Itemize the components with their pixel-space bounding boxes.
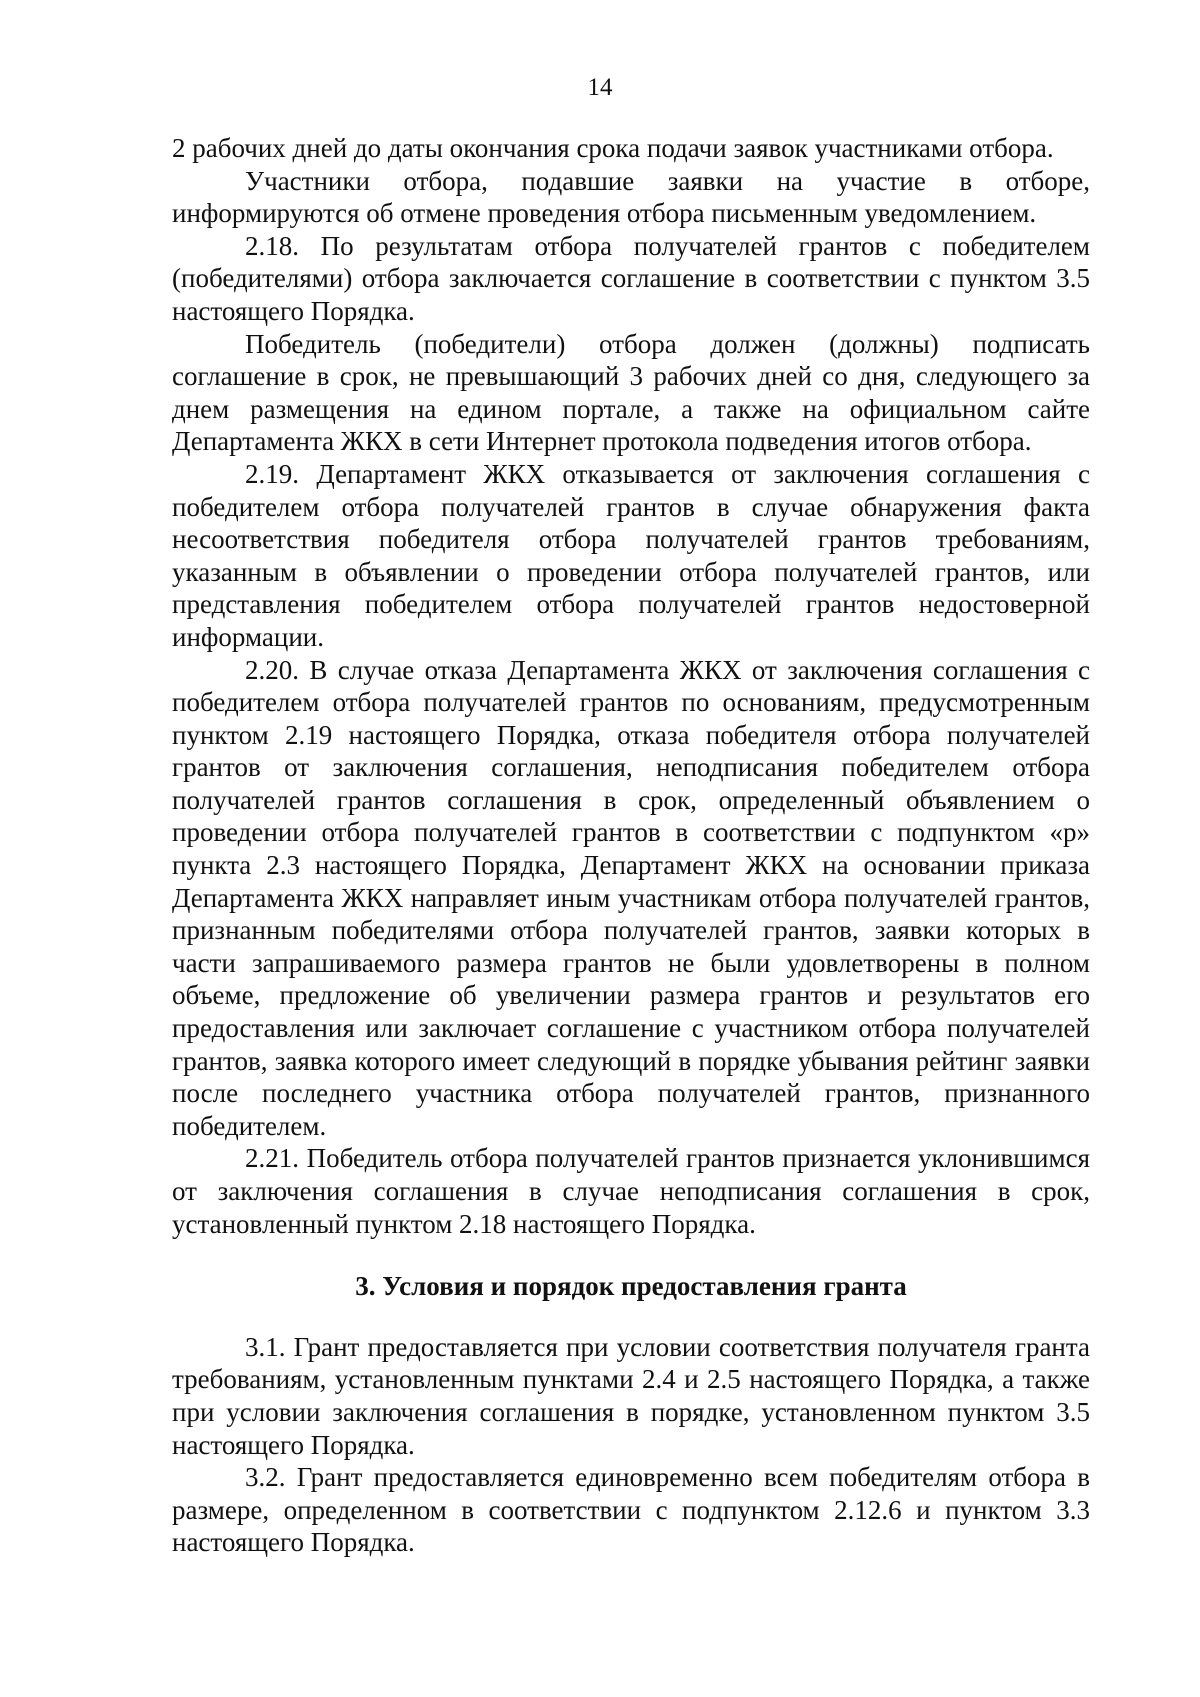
document-body [172,132,1090,1559]
paragraph-2-21: 2.21. Победитель отбора получателей грантов признается уклонившимся от заключения соглашения в случае неподписания соглашения в срок, установленный пунктом 2.18 настоящего Порядка. [172,1143,1090,1239]
paragraph-3-2: 3.2. Грант предоставляется единовременно всем победителям отбора в размере, определенном в соответствии с подпунктом 2.12.6 и пунктом 3.3 настоящего Порядка. [172,1462,1090,1558]
paragraph-participants-notice: Участники отбора, подавшие заявки на участие в отборе, информируются об отмене проведения отбора письменным уведомлением. [172,165,1090,229]
paragraph-3-1: 3.1. Грант предоставляется при условии соответствия получателя гранта требованиям, установленным пунктами 2.4 и 2.5 настоящего Порядка, а также при условии заключения соглашения в порядке, установленном пунктом 3.5 настоящего Порядка. [172,1331,1090,1460]
page-number: 14 [587,74,613,101]
paragraph-2-20: 2.20. В случае отказа Департамента ЖКХ от заключения соглашения с победителем отбора получателей грантов по основаниям, предусмотренным пунктом 2.19 настоящего Порядка, отказа победителя отбора получателей грантов от заключения соглашения, неподписания победителем отбора получателей грантов соглашения в срок, определенный объявлением о проведении отбора получателей грантов в соответствии с подпунктом «р» пункта 2.3 настоящего Порядка, Департамент ЖКХ на основании приказа Департамента ЖКХ направляет иным участникам отбора получателей грантов, признанным победителями отбора получателей грантов, заявки которых в части запрашиваемого размера грантов не были удовлетворены в полном объеме, предложение об увеличении размера грантов и результатов его предоставления или заключает соглашение с участником отбора получателей грантов, заявка которого имеет следующий в порядке убывания рейтинг заявки после последнего участника отбора получателей грантов, признанного победителем. [172,654,1090,1141]
paragraph-continuation: 2 рабочих дней до даты окончания срока подачи заявок участниками отбора. [172,133,1054,163]
paragraph-2-18: 2.18. По результатам отбора получателей грантов с победителем (победителями) отбора заключается соглашение в соответствии с пунктом 3.5 настоящего Порядка. [172,230,1090,326]
paragraph-2-19: 2.19. Департамент ЖКХ отказывается от заключения соглашения с победителем отбора получателей грантов в случае обнаружения факта несоответствия победителя отбора получателей грантов требованиям, указанным в объявлении о проведении отбора получателей грантов, или представления победителем отбора получателей грантов недостоверной информации. [172,458,1090,652]
paragraph-winner-signing: Победитель (победители) отбора должен (должны) подписать соглашение в срок, не превышающий 3 рабочих дней со дня, следующего за днем размещения на едином портале, а также на официальном сайте Департамента ЖКХ в сети Интернет протокола подведения итогов отбора. [172,328,1090,457]
section-heading: 3. Условия и порядок предоставления гранта [355,1271,907,1302]
